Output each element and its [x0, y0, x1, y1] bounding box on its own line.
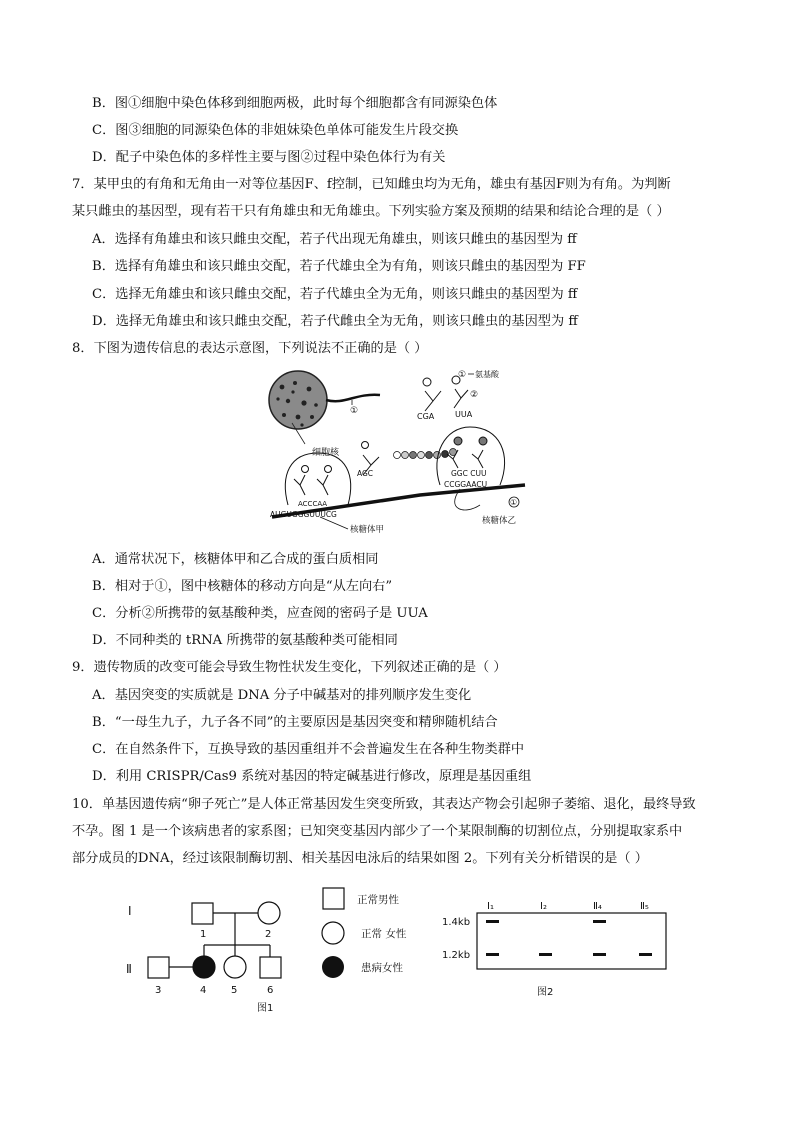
nucleus-label: 细胞核: [312, 448, 340, 458]
fig2-caption: 图2: [537, 987, 554, 998]
q8-option-d: D．不同种类的 tRNA 所携带的氨基酸种类可能相同: [92, 633, 398, 648]
q7-option-c: C．选择无角雄虫和该只雌虫交配，若子代雄虫全为无角，则该只雌虫的基因型为 ff: [92, 287, 578, 302]
id-5: 5: [231, 985, 238, 996]
q9-option-d: D．利用 CRISPR/Cas9 系统对基因的特定碱基进行修改，原理是基因重组: [92, 769, 532, 784]
mark-1-amino: ①: [458, 370, 467, 380]
individual-II6: [260, 957, 281, 978]
band-I1-1.2: [486, 953, 499, 956]
lane-label-II5: Ⅱ₅: [640, 901, 649, 912]
id-1: 1: [200, 929, 207, 940]
id-6: 6: [267, 985, 274, 996]
q7-option-d: D．选择无角雄虫和该只雌虫交配，若子代雌虫全为无角，则该只雌虫的基因型为 ff: [92, 314, 578, 329]
q10-stem-line3: 部分成员的DNA，经过该限制酶切割、相关基因电泳后的结果如图 2。下列有关分析错误的是（ ）: [72, 851, 648, 866]
individual-II3: [148, 957, 169, 978]
q7-stem-line1: 7．某甲虫的有角和无角由一对等位基因F、f控制，已知雌虫均为无角，雄虫有基因F则为有角。为判断: [72, 177, 671, 192]
q8-option-b: B．相对于①，图中核糖体的移动方向是“从左向右”: [92, 579, 393, 594]
mrna-sequence: AUGUGGGUUUCG: [270, 510, 337, 519]
mrna-sequence-b: CCGGAACU: [444, 480, 488, 489]
free-trna-1-anticodon: CGA: [417, 412, 435, 421]
band-I2-1.2: [539, 953, 552, 956]
q6-option-c: C．图③细胞的同源染色体的非姐妹染色单体可能发生片段交换: [92, 123, 459, 138]
q8-option-a: A．通常状况下，核糖体甲和乙合成的蛋白质相同: [92, 552, 379, 567]
electrophoresis-figure: [440, 895, 675, 1005]
amino-acid-label: 氨基酸: [475, 370, 499, 379]
individual-I2: [258, 902, 280, 924]
free-trna-2: [452, 376, 468, 408]
q8-option-c: C．分析②所携带的氨基酸种类，应查阅的密码子是 UUA: [92, 606, 428, 621]
q7-option-b: B．选择有角雄虫和该只雌虫交配，若子代雄虫全为有角，则该只雌虫的基因型为 FF: [92, 259, 586, 274]
band-II5-1.2: [639, 953, 652, 956]
q8-stem: 8．下图为遗传信息的表达示意图，下列说法不正确的是（ ）: [72, 341, 428, 356]
legend-affected-female-icon: [322, 956, 344, 978]
lane-label-II4: Ⅱ₄: [593, 901, 602, 912]
ribosome-b-anticodons: GGC CUU: [451, 469, 487, 478]
mrna-strand: [326, 395, 380, 401]
legend-normal-female-icon: [322, 922, 344, 944]
q9-option-b: B．“一母生九子，九子各不同”的主要原因是基因突变和精卵随机结合: [92, 715, 498, 730]
ribosome-b-label: 核糖体乙: [482, 516, 517, 526]
q9-option-a: A．基因突变的实质就是 DNA 分子中碱基对的排列顺序发生变化: [92, 688, 472, 703]
size-1-2kb: 1.2kb: [442, 950, 471, 961]
mark-1-top: ①: [350, 406, 359, 416]
q7-option-a: A．选择有角雄虫和该只雌虫交配，若子代出现无角雄虫，则该只雌虫的基因型为 ff: [92, 232, 577, 247]
ribosome-a-shape: [285, 453, 350, 505]
generation-1-label: Ⅰ: [128, 904, 132, 918]
individual-II5: [224, 956, 246, 978]
gene-expression-figure: [260, 365, 540, 535]
q9-stem: 9．遗传物质的改变可能会导致生物性状发生变化，下列叙述正确的是（ ）: [72, 660, 507, 675]
legend-normal-female: 正常 女性: [361, 928, 407, 940]
ribosome-a-label: 核糖体甲: [350, 525, 385, 535]
lane-label-I2: Ⅰ₂: [540, 901, 547, 912]
q6-option-b: B．图①细胞中染色体移到细胞两极，此时每个细胞都含有同源染色体: [92, 96, 498, 111]
q10-stem-line1: 10．单基因遗传病“卵子死亡”是人体正常基因发生突变所致，其表达产物会引起卵子萎缩、退化，最终导致: [72, 797, 696, 812]
legend-normal-male-icon: [323, 888, 344, 909]
gel-frame: [477, 913, 666, 969]
q10-stem-line2: 不孕。图 1 是一个该病患者的家系图；已知突变基因内部少了一个某限制酶的切割位点，分别提取家系中: [72, 824, 683, 839]
id-3: 3: [155, 985, 162, 996]
size-1-4kb: 1.4kb: [442, 917, 471, 928]
q6-option-d: D．配子中染色体的多样性主要与图②过程中染色体行为有关: [92, 150, 446, 165]
band-I1-1.4: [486, 920, 499, 923]
q7-stem-line2: 某只雌虫的基因型，现有若干只有角雄虫和无角雄虫。下列实验方案及预期的结果和结论合理的是（ ）: [72, 204, 670, 219]
individual-I1: [192, 903, 213, 924]
generation-2-label: Ⅱ: [126, 962, 132, 976]
id-2: 2: [265, 929, 272, 940]
lane-label-I1: Ⅰ₁: [487, 901, 494, 912]
individual-II4: [193, 956, 215, 978]
free-trna-2-anticodon: UUA: [455, 410, 473, 419]
ribosome-a-anticodons: ACCCAA: [298, 500, 328, 508]
moving-trna-anticodon: AGC: [357, 469, 374, 478]
id-4: 4: [200, 985, 207, 996]
mark-2: ②: [470, 390, 479, 400]
pedigree-figure: [120, 885, 430, 1020]
band-II4-1.4: [593, 920, 606, 923]
q9-option-c: C．在自然条件下，互换导致的基因重组并不会普遍发生在各种生物类群中: [92, 742, 525, 757]
fig1-caption: 图1: [257, 1003, 274, 1014]
free-trna-1: [423, 378, 441, 411]
band-II4-1.2: [593, 953, 606, 956]
mark-1-bottom: ①: [510, 498, 518, 507]
polypeptide-chain: [394, 449, 457, 459]
legend-normal-male: 正常男性: [357, 894, 399, 906]
legend-affected-female: 患病女性: [361, 962, 403, 974]
